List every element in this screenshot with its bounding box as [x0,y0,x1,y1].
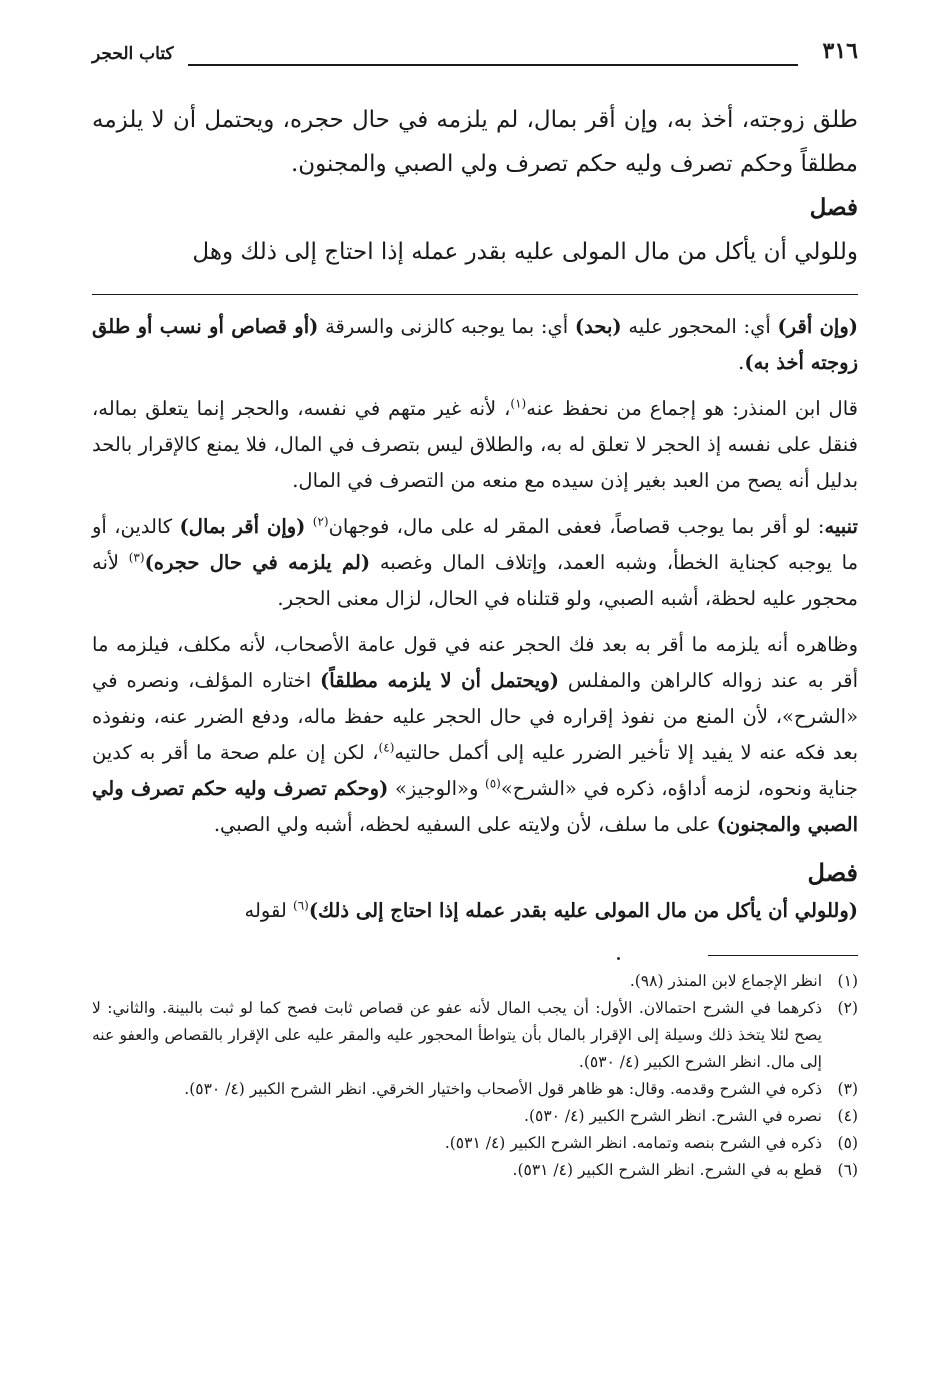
footnote-ref[interactable]: (٦) [293,898,309,913]
main-text [92,98,858,274]
commentary-paragraph: (وإن أقر) أي: المحجور عليه (بحد) أي: بما يوجبه كالزنى والسرقة (أو قصاص أو نسب أو طلق زوجته أخذ به). [92,315,858,374]
ink-speck [617,957,620,960]
page-number: ٣١٦ [822,38,858,64]
text-divider [92,294,858,295]
footnote-ref[interactable]: (٣) [128,550,145,565]
header-rule [188,64,798,66]
section-heading: فصل [807,858,858,887]
footnote-ref[interactable]: (٥) [485,776,501,791]
book-title: كتاب الحجر [92,44,174,64]
footnote: (٦) قطع به في الشرح. انظر الشرح الكبير (٤/ ٥٣١). [512,1161,858,1179]
commentary-paragraph: تنبيه: لو أقر بما يوجب قصاصاً، فعفى المقر له على مال، فوجهان$^{(٢)}$ (وإن أقر بمال) كالدين، أو ما يوجبه كجناية الخطأ، وشبه العمد، وإتلاف المال وغصبه (لم يلزمه في حال حجره)$^{(٣)}$ لأنه محجور عليه لحظة، أشبه الصبي، ولو قتلناه في الحال، لزال معنى الحجر. [92,514,859,610]
footnote: (٤) نصره في الشرح. انظر الشرح الكبير (٤/ ٥٣٠). [524,1107,858,1125]
section-heading: فصل [809,194,858,221]
footnote: (٣) ذكره في الشرح وقدمه. وقال: هو ظاهر قول الأصحاب واختيار الخرقي. انظر الشرح الكبير (٤/ ٥٣٠). [184,1080,858,1098]
footnote-ref[interactable]: (٢) [312,514,329,529]
footnote-ref[interactable]: (٤) [378,740,395,755]
footnote-ref[interactable]: (١) [510,396,527,411]
footnote-rule [708,955,858,956]
book-page [92,36,858,1184]
footnote: (١) انظر الإجماع لابن المنذر (٩٨). [629,972,858,990]
commentary-paragraph: قال ابن المنذر: هو إجماع من نحفظ عنه$^{(١)}$، لأنه غير متهم في نفسه، والحجر إنما يتعلق بماله، فنقل على نفسه إذ الحجر لا تعلق له به، والطلاق ليس بتصرف في المال، فلا يمنع كالإقرار بالحد بدليل أنه يصح من العبد بغير إذن سيده مع منعه من التصرف في المال. [92,396,858,492]
matn-paragraph: وللولي أن يأكل من مال المولى عليه بقدر عمله إذا احتاج إلى ذلك وهل [192,239,858,265]
footnote: (٢) ذكرهما في الشرح احتمالان. الأول: أن يجب المال لأنه عفو عن قصاص ثابت فصح كما لو ثبت بالبينة. والثاني: لا يصح لئلا يتخذ ذلك وسيلة إلى الإقرار بالمال بأن يتواطأ المحجور عليه والمقر عليه على الإقرار بالقصاص والعفو عنه إلى مال. انظر الشرح الكبير (٤/ ٥٣٠). [92,999,858,1071]
commentary [92,309,858,929]
matn-paragraph: طلق زوجته، أخذ به، وإن أقر بمال، لم يلزمه في حال حجره، ويحتمل أن لا يلزمه مطلقاً وحكم تصرف وليه حكم تصرف ولي الصبي والمجنون. [92,107,858,177]
footnote: (٥) ذكره في الشرح بنصه وتمامه. انظر الشرح الكبير (٤/ ٥٣١). [444,1134,858,1152]
page-header [92,36,858,76]
commentary-paragraph: وظاهره أنه يلزمه ما أقر به بعد فك الحجر عنه في قول عامة الأصحاب، لأنه مكلف، فيلزمه ما أقر به عند زواله كالراهن والمفلس (ويحتمل أن لا يلزمه مطلقاً) اختاره المؤلف، ونصره في «الشرح»، لأن المنع من نفوذ إقراره في حال الحجر عليه حفظ ماله، ودفع الضرر عنه، ونفوذه بعد فكه عنه لا يفيد إلا تأخير الضرر عليه إلى أكمل حالتيه$^{(٤)}$، لكن إن علم صحة ما أقر به كدين جناية ونحوه، لزمه أداؤه، ذكره في «الشرح»$^{(٥)}$ و«الوجيز» (وحكم تصرف وليه حكم تصرف ولي الصبي والمجنون) على ما سلف، لأن ولايته على السفيه لحظه، أشبه ولي الصبي. [92,633,858,836]
commentary-paragraph: (وللولي أن يأكل من مال المولى عليه بقدر عمله إذا احتاج إلى ذلك)$^{(٦)}$ لقوله [244,898,858,922]
footnotes [92,968,858,1184]
